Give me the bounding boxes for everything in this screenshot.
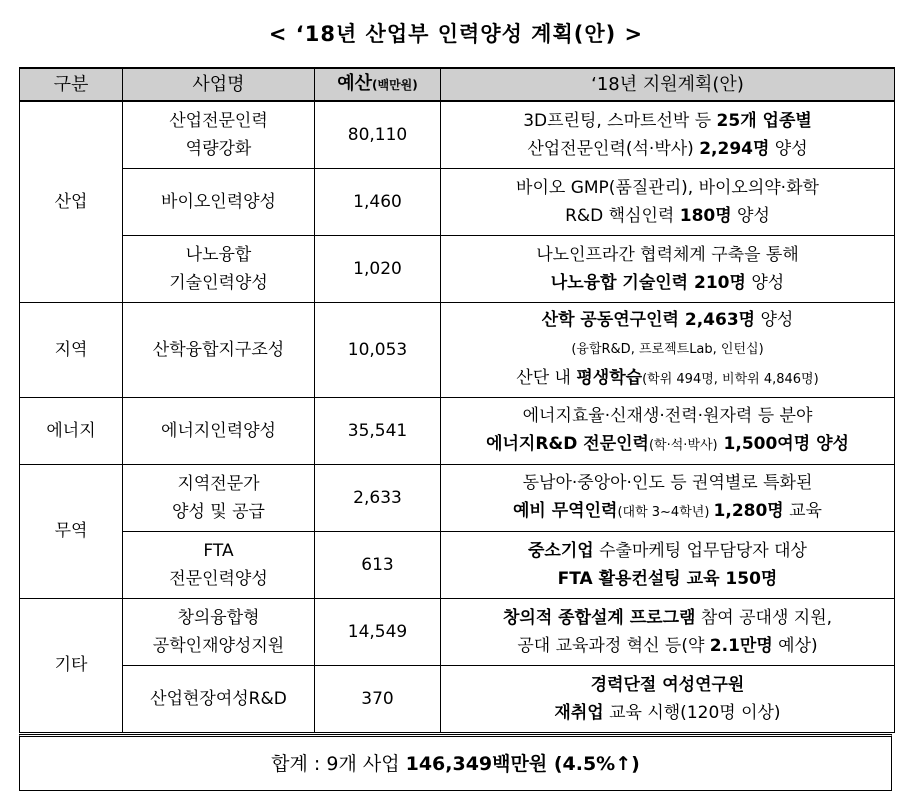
total-amount: 146,349백만원 bbox=[405, 753, 548, 775]
table-row bbox=[20, 302, 895, 397]
project-name: 산학융합지구조성 bbox=[123, 302, 315, 397]
group-etc: 기타 bbox=[20, 598, 123, 732]
plan-text: 산학 공동연구인력 2,463명 양성 (융합R&D, 프로젝트Lab, 인턴십) 산단 내 평생학습(학위 494명, 비학위 4,846명) bbox=[441, 302, 895, 397]
table-row bbox=[20, 168, 895, 235]
plan-text: 동남아·중앙아·인도 등 권역별로 특화된 예비 무역인력(대학 3~4학년) 1,280명 교육 bbox=[441, 464, 895, 531]
budget-value: 2,633 bbox=[315, 464, 441, 531]
budget-value: 370 bbox=[315, 665, 441, 732]
plan-text: 경력단절 여성연구원 재취업 교육 시행(120명 이상) bbox=[441, 665, 895, 732]
project-name: 산업현장여성R&D bbox=[123, 665, 315, 732]
header-plan: ‘18년 지원계획(안) bbox=[441, 68, 895, 101]
table-row bbox=[20, 101, 895, 168]
plan-text: 바이오 GMP(품질관리), 바이오의약·화학 R&D 핵심인력 180명 양성 bbox=[441, 168, 895, 235]
group-energy: 에너지 bbox=[20, 397, 123, 464]
project-name: 에너지인력양성 bbox=[123, 397, 315, 464]
plan-text: 나노인프라간 협력체계 구축을 통해 나노융합 기술인력 210명 양성 bbox=[441, 235, 895, 302]
header-project-name: 사업명 bbox=[123, 68, 315, 101]
plan-text: 3D프린팅, 스마트선박 등 25개 업종별 산업전문인력(석·박사) 2,294명 양성 bbox=[441, 101, 895, 168]
header-budget-unit: (백만원) bbox=[372, 78, 418, 92]
budget-value: 10,053 bbox=[315, 302, 441, 397]
header-budget-label: 예산 bbox=[337, 73, 373, 94]
training-plan-table bbox=[19, 67, 895, 733]
total-close: ) bbox=[631, 753, 640, 775]
plan-text: 중소기업 수출마케팅 업무담당자 대상 FTA 활용컨설팅 교육 150명 bbox=[441, 531, 895, 598]
project-name: 나노융합 기술인력양성 bbox=[123, 235, 315, 302]
group-trade: 무역 bbox=[20, 464, 123, 598]
plan-text: 에너지효율·신재생·전력·원자력 등 분야 에너지R&D 전문인력(학·석·박사) 1,500여명 양성 bbox=[441, 397, 895, 464]
budget-value: 1,020 bbox=[315, 235, 441, 302]
project-name: 지역전문가 양성 및 공급 bbox=[123, 464, 315, 531]
budget-value: 1,460 bbox=[315, 168, 441, 235]
header-category: 구분 bbox=[20, 68, 123, 101]
table-row bbox=[20, 665, 895, 732]
total-label: 합계 : 9개 사업 bbox=[271, 753, 406, 775]
table-row bbox=[20, 464, 895, 531]
budget-value: 35,541 bbox=[315, 397, 441, 464]
project-name: 바이오인력양성 bbox=[123, 168, 315, 235]
header-budget bbox=[315, 68, 441, 101]
project-name: 산업전문인력 역량강화 bbox=[123, 101, 315, 168]
table-row bbox=[20, 531, 895, 598]
table-row bbox=[20, 397, 895, 464]
budget-value: 14,549 bbox=[315, 598, 441, 665]
project-name: FTA 전문인력양성 bbox=[123, 531, 315, 598]
project-name: 창의융합형 공학인재양성지원 bbox=[123, 598, 315, 665]
up-arrow-icon: ↑ bbox=[615, 753, 632, 775]
group-region: 지역 bbox=[20, 302, 123, 397]
table-row bbox=[20, 598, 895, 665]
group-industry: 산업 bbox=[20, 101, 123, 302]
budget-value: 80,110 bbox=[315, 101, 441, 168]
table-header-row bbox=[20, 68, 895, 101]
total-rate: (4.5% bbox=[547, 753, 616, 775]
table-row bbox=[20, 235, 895, 302]
budget-value: 613 bbox=[315, 531, 441, 598]
plan-text: 창의적 종합설계 프로그램 참여 공대생 지원, 공대 교육과정 혁신 등(약 2.1만명 예상) bbox=[441, 598, 895, 665]
page-title: < ‘18년 산업부 인력양성 계획(안) > bbox=[268, 22, 644, 46]
total-summary bbox=[19, 734, 892, 791]
